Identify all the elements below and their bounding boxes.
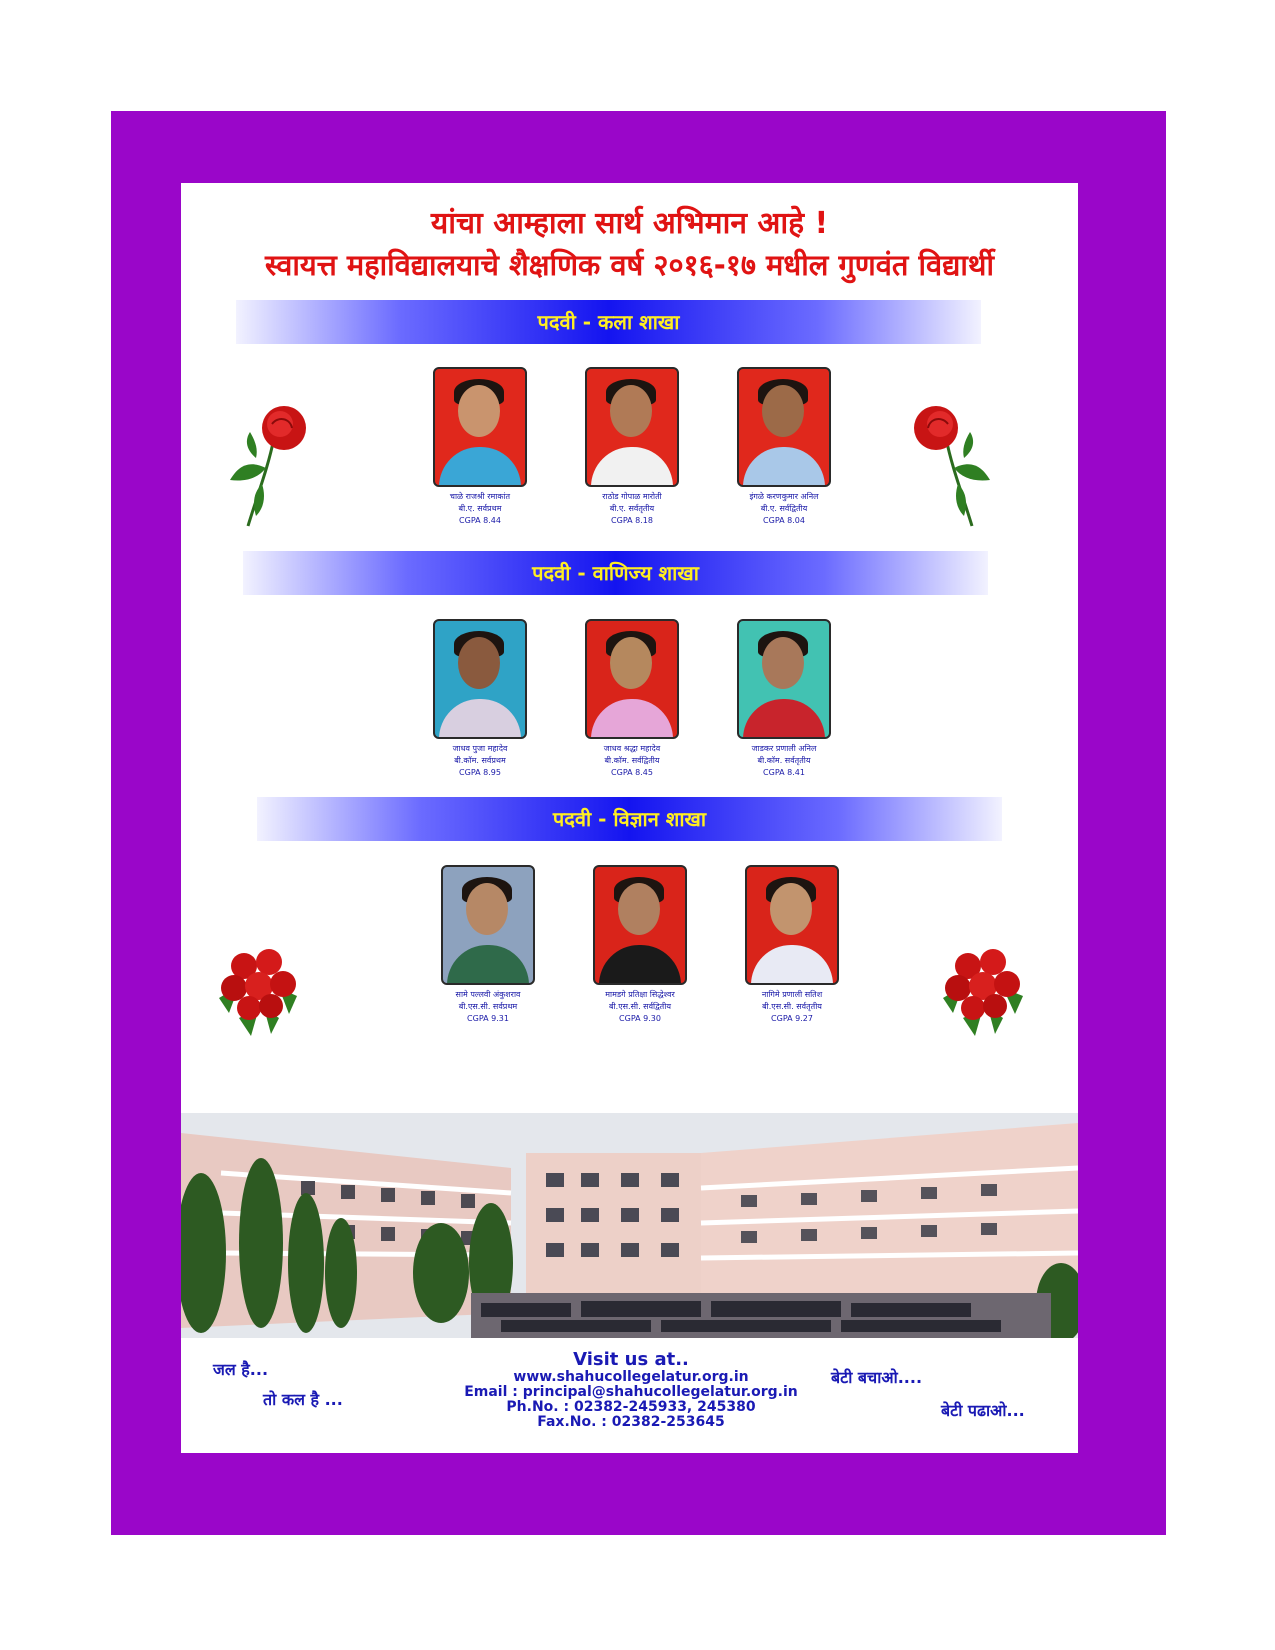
student-cgpa: CGPA 9.30 — [619, 1014, 661, 1023]
student-photo — [745, 865, 839, 985]
rose-bouquet-icon — [933, 938, 1033, 1038]
student-rank: बी.ए. सर्वतृतीय — [609, 504, 655, 513]
student-caption — [414, 491, 546, 527]
student-rank: बी.कॉम. सर्वद्वितीय — [604, 756, 660, 765]
student-cgpa: CGPA 8.04 — [763, 516, 805, 525]
website-link[interactable]: www.shahucollegelatur.org.in — [513, 1369, 749, 1385]
footer-slogan-right-2: बेटी पढाओ... — [941, 1401, 1025, 1420]
student-card — [422, 865, 554, 1025]
campus-building-image — [181, 1113, 1078, 1338]
student-card — [566, 619, 698, 779]
student-cgpa: CGPA 8.95 — [459, 768, 501, 777]
email-line[interactable]: Email : principal@shahucollegelatur.org.in — [464, 1384, 798, 1400]
visit-title: Visit us at.. — [573, 1349, 689, 1370]
section-band-science: पदवी - विज्ञान शाखा — [257, 797, 1002, 841]
section-band-commerce: पदवी - वाणिज्य शाखा — [243, 551, 988, 595]
student-card — [718, 367, 850, 527]
footer-slogan-left-2: तो कल है ... — [263, 1390, 343, 1409]
student-rank: बी.एस.सी. सर्वतृतीय — [762, 1002, 822, 1011]
poster-content — [181, 183, 1078, 1453]
rose-bouquet-icon — [209, 938, 309, 1038]
student-name: नागिमे प्रणाली सतिश — [761, 990, 823, 999]
student-name: जाडकर प्रणाली अनिल — [751, 744, 817, 753]
student-rank: बी.कॉम. सर्वप्रथम — [454, 756, 506, 765]
rose-icon — [226, 398, 316, 528]
student-cgpa: CGPA 9.27 — [771, 1014, 813, 1023]
student-card — [414, 619, 546, 779]
student-photo — [737, 619, 831, 739]
student-photo — [737, 367, 831, 487]
footer-slogan-right-1: बेटी बचाओ.... — [831, 1368, 923, 1387]
student-cgpa: CGPA 8.41 — [763, 768, 805, 777]
poster-subtitle: स्वायत्त महाविद्यालयाचे शैक्षणिक वर्ष २०१६-१७ मधील गुणवंत विद्यार्थी — [265, 248, 994, 282]
student-cgpa: CGPA 8.44 — [459, 516, 501, 525]
student-caption — [718, 743, 850, 779]
phone-line: Ph.No. : 02382-245933, 245380 — [506, 1399, 756, 1415]
student-card — [574, 865, 706, 1025]
student-photo — [433, 367, 527, 487]
student-name: जाधव पुजा महादेव — [452, 744, 508, 753]
student-photo — [585, 619, 679, 739]
student-cgpa: CGPA 8.45 — [611, 768, 653, 777]
poster-title: यांचा आम्हाला सार्थ अभिमान आहे ! — [430, 206, 829, 241]
student-photo — [585, 367, 679, 487]
student-caption — [718, 491, 850, 527]
student-rank: बी.एस.सी. सर्वद्वितीय — [609, 1002, 671, 1011]
section-band-arts: पदवी - कला शाखा — [236, 300, 981, 344]
contact-block — [451, 1350, 811, 1430]
student-caption — [422, 989, 554, 1025]
footer-slogan-left-1: जल है... — [213, 1360, 269, 1379]
student-name: मामडगे प्रतिक्षा सिद्धेश्वर — [605, 990, 675, 999]
student-card — [726, 865, 858, 1025]
student-rank: बी.ए. सर्वद्वितीय — [760, 504, 808, 513]
rose-icon — [904, 398, 994, 528]
student-rank: बी.ए. सर्वप्रथम — [458, 504, 502, 513]
student-photo — [593, 865, 687, 985]
student-caption — [574, 989, 706, 1025]
student-caption — [414, 743, 546, 779]
student-cgpa: CGPA 8.18 — [611, 516, 653, 525]
student-photo — [433, 619, 527, 739]
student-card — [414, 367, 546, 527]
student-caption — [726, 989, 858, 1025]
student-name: जाधव श्रद्धा महादेव — [603, 744, 661, 753]
student-name: चाळे राजश्री रमाकांत — [449, 492, 511, 501]
student-card — [718, 619, 850, 779]
student-name: राठोड गोपाळ मारोती — [602, 492, 662, 501]
student-cgpa: CGPA 9.31 — [467, 1014, 509, 1023]
student-photo — [441, 865, 535, 985]
student-name: इंगळे करणकुमार अनिल — [749, 492, 819, 501]
fax-line: Fax.No. : 02382-253645 — [537, 1414, 725, 1430]
student-name: सामे पल्लवी अंकुशराव — [455, 990, 521, 999]
student-rank: बी.एस.सी. सर्वप्रथम — [458, 1002, 518, 1011]
student-card — [566, 367, 698, 527]
student-rank: बी.कॉम. सर्वतृतीय — [757, 756, 811, 765]
student-caption — [566, 491, 698, 527]
student-caption — [566, 743, 698, 779]
